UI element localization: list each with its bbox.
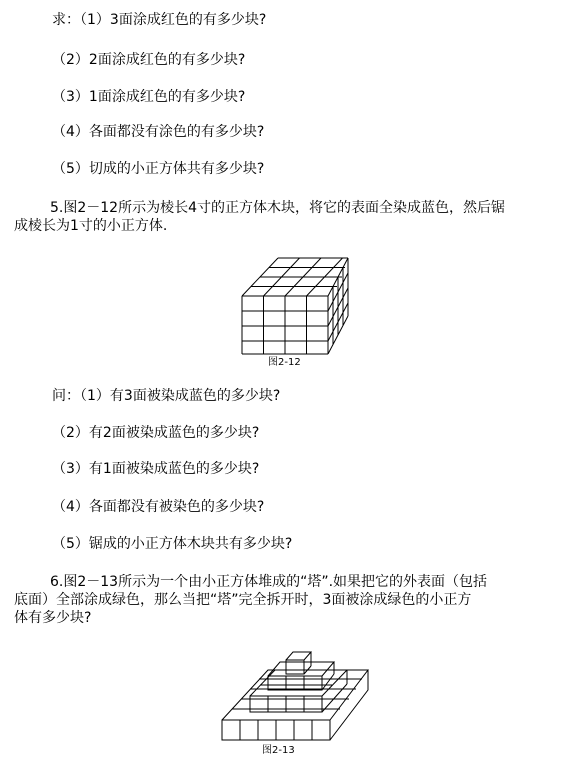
problem6-line1: 6.图2－13所示为一个由小正方体堆成的“塔”.如果把它的外表面（包括	[50, 574, 488, 590]
tower-drawing	[220, 648, 370, 743]
question-p5-1: 问：（1）有3面被染成蓝色的多少块?	[52, 388, 281, 404]
figure-tower	[220, 648, 370, 743]
problem6-line2: 底面）全部涂成绿色，那么当把“塔”完全拆开时，3面被涂成绿色的小正方	[14, 592, 472, 608]
question-q4-2: （2）2面涂成红色的有多少块?	[52, 52, 246, 68]
cube-drawing	[240, 256, 350, 356]
question-p5-5: （5）锯成的小正方体木块共有多少块?	[52, 536, 293, 552]
problem5-line1: 5.图2－12所示为棱长4寸的正方体木块，将它的表面全染成蓝色，然后锯	[50, 200, 505, 216]
question-q4-1: 求：（1）3面涂成红色的有多少块?	[52, 12, 267, 28]
question-q4-4: （4）各面都没有涂色的有多少块?	[52, 124, 265, 140]
problem5-line2: 成棱长为1寸的小正方体.	[14, 218, 168, 234]
problem6-line3: 体有多少块?	[14, 610, 92, 626]
question-q4-3: （3）1面涂成红色的有多少块?	[52, 89, 246, 105]
figure-cube-4x4	[240, 256, 350, 356]
question-p5-2: （2）有2面被染成蓝色的多少块?	[52, 425, 260, 441]
question-p5-4: （4）各面都没有被染色的多少块?	[52, 499, 265, 515]
figure-caption-2-12: 图2-12	[268, 357, 301, 368]
question-q4-5: （5）切成的小正方体共有多少块?	[52, 161, 265, 177]
figure-caption-2-13: 图2-13	[262, 745, 295, 756]
question-p5-3: （3）有1面被染成蓝色的多少块?	[52, 461, 260, 477]
